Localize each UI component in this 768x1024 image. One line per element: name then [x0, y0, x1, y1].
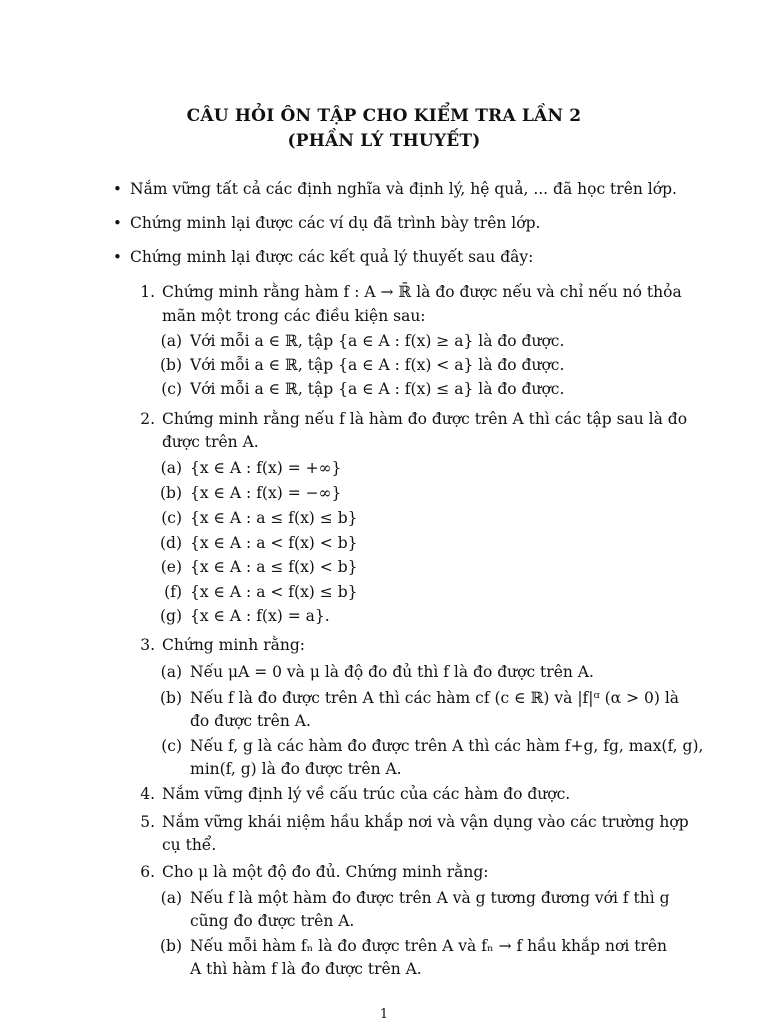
item-2-number: 2.	[140, 410, 155, 428]
item-2e-text: {x ∈ A : a ≤ f(x) < b}	[190, 558, 358, 576]
bullet-2: Chứng minh lại được các ví dụ đã trình bày trên lớp.	[130, 214, 541, 232]
item-3a-text: Nếu μA = 0 và μ là độ đo đủ thì f là đo được trên A.	[190, 663, 594, 681]
item-5-number: 5.	[140, 813, 155, 831]
item-1b-label: (b)	[159, 356, 182, 374]
item-4-line-1: Nắm vững định lý về cấu trúc của các hàm đo được.	[162, 785, 571, 803]
item-1-line-1: Chứng minh rằng hàm f : A → ℝ̄ là đo được nếu và chỉ nếu nó thỏa	[162, 283, 682, 301]
item-1-line-2: mãn một trong các điều kiện sau:	[162, 307, 426, 325]
item-5-line-2: cụ thể.	[162, 836, 217, 854]
item-1a-text: Với mỗi a ∈ ℝ, tập {a ∈ A : f(x) ≥ a} là đo được.	[190, 332, 565, 350]
item-3-line-1: Chứng minh rằng:	[162, 636, 305, 654]
item-2e-label: (e)	[160, 558, 182, 576]
item-1-number: 1.	[140, 283, 155, 301]
item-2b-label: (b)	[159, 484, 182, 502]
item-3-number: 3.	[140, 636, 155, 654]
item-2f-label: (f)	[164, 583, 182, 601]
item-4-number: 4.	[140, 785, 155, 803]
item-1a-label: (a)	[160, 332, 182, 350]
title-line-1: CÂU HỎI ÔN TẬP CHO KIỂM TRA LẦN 2	[186, 106, 582, 126]
item-2b-text: {x ∈ A : f(x) = −∞}	[190, 484, 342, 502]
bullet-3: Chứng minh lại được các kết quả lý thuyết sau đây:	[130, 248, 534, 266]
item-3b-label: (b)	[159, 689, 182, 707]
item-1b-text: Với mỗi a ∈ ℝ, tập {a ∈ A : f(x) < a} là đo được.	[190, 356, 565, 374]
item-2a-text: {x ∈ A : f(x) = +∞}	[190, 459, 342, 477]
item-6b-line-2: A thì hàm f là đo được trên A.	[190, 960, 422, 978]
item-6b-label: (b)	[159, 937, 182, 955]
bullet-icon: •	[113, 214, 122, 232]
page-number: 1	[379, 1007, 389, 1022]
item-2d-text: {x ∈ A : a < f(x) < b}	[190, 534, 358, 552]
item-6-line-1: Cho μ là một độ đo đủ. Chứng minh rằng:	[162, 863, 489, 881]
item-3c-label: (c)	[161, 737, 182, 755]
bullet-1: Nắm vững tất cả các định nghĩa và định lý, hệ quả, ... đã học trên lớp.	[130, 180, 677, 198]
item-2g-text: {x ∈ A : f(x) = a}.	[190, 607, 330, 625]
item-2c-text: {x ∈ A : a ≤ f(x) ≤ b}	[190, 509, 358, 527]
item-3b-line-2: đo được trên A.	[190, 712, 311, 730]
bullet-icon: •	[113, 180, 122, 198]
item-2-line-1: Chứng minh rằng nếu f là hàm đo được trên A thì các tập sau là đo	[162, 410, 688, 428]
item-2c-label: (c)	[161, 509, 182, 527]
item-6a-line-1: Nếu f là một hàm đo được trên A và g tương đương với f thì g	[190, 889, 670, 907]
item-2g-label: (g)	[159, 607, 182, 625]
bullet-icon: •	[113, 248, 122, 266]
item-6-number: 6.	[140, 863, 155, 881]
item-3c-line-2: min(f, g) là đo được trên A.	[190, 760, 402, 778]
item-5-line-1: Nắm vững khái niệm hầu khắp nơi và vận dụng vào các trường hợp	[162, 813, 689, 831]
item-6a-line-2: cũng đo được trên A.	[190, 912, 355, 930]
item-3c-line-1: Nếu f, g là các hàm đo được trên A thì các hàm f+g, fg, max(f, g),	[190, 737, 704, 755]
item-3b-line-1: Nếu f là đo được trên A thì các hàm cf (c ∈ ℝ) và |f|ᵅ (α > 0) là	[190, 689, 680, 707]
title-line-2: (PHẦN LÝ THUYẾT)	[287, 131, 481, 151]
item-2d-label: (d)	[159, 534, 182, 552]
item-1c-label: (c)	[161, 380, 182, 398]
item-2a-label: (a)	[160, 459, 182, 477]
item-1c-text: Với mỗi a ∈ ℝ, tập {a ∈ A : f(x) ≤ a} là đo được.	[190, 380, 565, 398]
item-2-line-2: được trên A.	[162, 433, 259, 451]
item-3a-label: (a)	[160, 663, 182, 681]
item-6a-label: (a)	[160, 889, 182, 907]
item-6b-line-1: Nếu mỗi hàm fₙ là đo được trên A và fₙ → f hầu khắp nơi trên	[190, 937, 668, 955]
item-2f-text: {x ∈ A : a < f(x) ≤ b}	[190, 583, 358, 601]
